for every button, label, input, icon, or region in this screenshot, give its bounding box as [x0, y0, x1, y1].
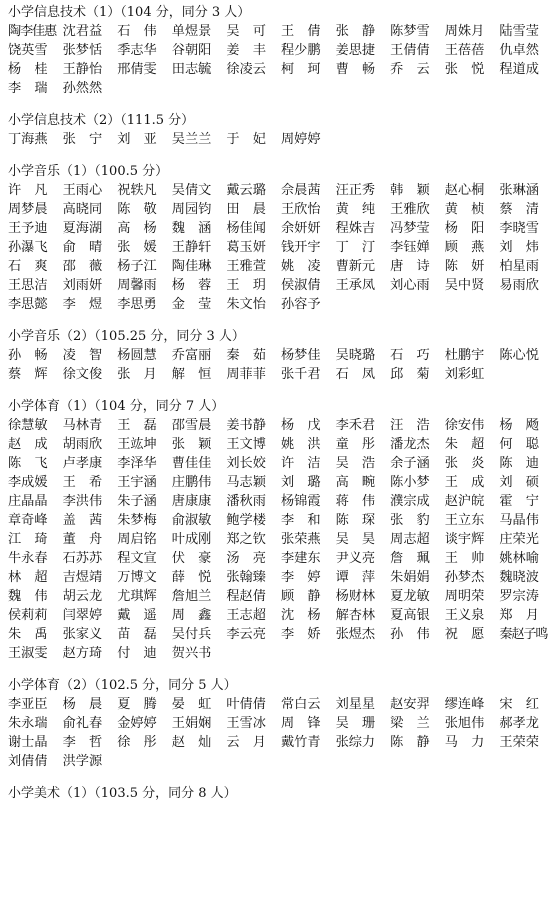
candidate-name: 沈 杨	[280, 608, 321, 623]
candidate-name: 夏海湖	[62, 221, 103, 236]
candidate-name: 张 月	[117, 367, 157, 382]
candidate-name: 李钰婵	[390, 240, 430, 255]
candidate-name: 魏 伟	[8, 589, 48, 604]
candidate-name: 吴 昊	[335, 532, 376, 547]
candidate-name: 吴付兵	[171, 627, 212, 642]
candidate-name: 吴中贤	[444, 278, 485, 293]
candidate-name: 王欣怡	[280, 202, 321, 217]
candidate-name: 马晶伟	[499, 513, 539, 528]
candidate-name: 邵 薇	[62, 259, 103, 274]
candidate-name: 周园钧	[171, 202, 212, 217]
candidate-name: 金婷婷	[117, 716, 157, 731]
candidate-name: 杨 晨	[62, 697, 103, 712]
candidate-name: 王 帅	[444, 551, 485, 566]
candidate-name: 沈君益	[62, 24, 103, 39]
candidate-name: 葛玉妍	[226, 240, 266, 255]
candidate-name: 谢士晶	[8, 735, 48, 750]
candidate-name: 常白云	[280, 697, 321, 712]
candidate-name: 徐慧敏	[8, 418, 48, 433]
candidate-name: 庄晶晶	[8, 494, 48, 509]
candidate-name: 董 舟	[62, 532, 103, 547]
candidate-name: 杨锦霞	[280, 494, 321, 509]
candidate-name: 孙梦杰	[444, 570, 485, 585]
candidate-name: 李泽华	[117, 456, 157, 471]
candidate-name: 乔 云	[390, 62, 430, 77]
candidate-name: 张梦恬	[62, 43, 103, 58]
candidate-name: 赵安羿	[390, 697, 430, 712]
candidate-name: 云 月	[226, 735, 266, 750]
candidate-name: 李思懿	[8, 297, 48, 312]
candidate-name: 牛永春	[8, 551, 48, 566]
candidate-name: 刘倩倩	[8, 754, 48, 769]
candidate-name: 章奇峰	[8, 513, 48, 528]
candidate-name: 程少鹏	[280, 43, 321, 58]
candidate-name: 谷朝阳	[171, 43, 212, 58]
candidate-name: 宋 红	[499, 697, 539, 712]
candidate-name: 高晓同	[62, 202, 103, 217]
candidate-name: 王立东	[444, 513, 485, 528]
candidate-name: 姜 丰	[226, 43, 266, 58]
candidate-name: 汤 亮	[226, 551, 266, 566]
candidate-name: 赵沪皖	[444, 494, 485, 509]
candidate-name: 田志毓	[171, 62, 212, 77]
candidate-name: 柏星雨	[499, 259, 539, 274]
candidate-name: 林 超	[8, 570, 48, 585]
result-section	[8, 4, 554, 98]
section-heading: 小学体育（2）（102.5 分，同分 5 人）	[8, 678, 237, 693]
candidate-name: 刘长姣	[226, 456, 266, 471]
candidate-name: 卢孝康	[62, 456, 103, 471]
candidate-name: 王静怡	[62, 62, 103, 77]
candidate-name: 朱娟娟	[390, 570, 430, 585]
candidate-name: 徐安伟	[444, 418, 485, 433]
candidate-name: 唐康康	[171, 494, 212, 509]
name-list	[8, 181, 554, 314]
candidate-name: 俞 晴	[62, 240, 103, 255]
candidate-name: 石 凤	[335, 367, 376, 382]
candidate-name: 饶英雪	[8, 43, 48, 58]
candidate-name: 王荣荣	[499, 735, 539, 750]
candidate-name: 秦赵子鸣	[499, 627, 548, 642]
candidate-name: 郑之钦	[226, 532, 266, 547]
section-heading: 小学音乐（1）（100.5 分）	[8, 164, 169, 179]
candidate-name: 姜书静	[226, 418, 266, 433]
name-list	[8, 22, 554, 98]
candidate-name: 吴晓璐	[335, 348, 376, 363]
candidate-name: 程姝吉	[335, 221, 376, 236]
candidate-name: 周明荣	[444, 589, 485, 604]
candidate-name: 魏 涵	[171, 221, 212, 236]
candidate-name: 杨 蓉	[171, 278, 212, 293]
candidate-name: 马林青	[62, 418, 103, 433]
candidate-name: 朱梦梅	[117, 513, 157, 528]
candidate-name: 丁海燕	[8, 132, 48, 147]
candidate-name: 尤琪辉	[117, 589, 157, 604]
candidate-name: 张 颖	[171, 437, 212, 452]
candidate-name: 谈宇辉	[444, 532, 485, 547]
candidate-name: 魏晓波	[499, 570, 539, 585]
candidate-name: 俞礼春	[62, 716, 103, 731]
candidate-name: 许 凡	[8, 183, 48, 198]
candidate-name: 王文博	[226, 437, 266, 452]
candidate-name: 李 哲	[62, 735, 103, 750]
candidate-name: 赵方琦	[62, 646, 103, 661]
candidate-name: 晏 虹	[171, 697, 212, 712]
candidate-name: 尹义亮	[335, 551, 376, 566]
candidate-name: 万博文	[117, 570, 157, 585]
candidate-name: 王宇涵	[117, 475, 157, 490]
candidate-name: 钱开宇	[280, 240, 321, 255]
candidate-name: 王 玥	[226, 278, 266, 293]
candidate-name: 周馨雨	[117, 278, 157, 293]
candidate-name: 伏 豪	[171, 551, 212, 566]
candidate-name: 刘雨妍	[62, 278, 103, 293]
candidate-name: 张 炎	[444, 456, 485, 471]
section-heading: 小学音乐（2）（105.25 分，同分 3 人）	[8, 329, 245, 344]
candidate-name: 解杏林	[335, 608, 376, 623]
candidate-name: 王予迪	[8, 221, 48, 236]
candidate-name: 李思勇	[117, 297, 157, 312]
candidate-name: 张 媛	[117, 240, 157, 255]
candidate-name: 周 鑫	[171, 608, 212, 623]
candidate-name: 孙容予	[280, 297, 321, 312]
candidate-name: 孙瀑飞	[8, 240, 48, 255]
candidate-name: 顾 静	[280, 589, 321, 604]
candidate-name: 谭 萍	[335, 570, 376, 585]
candidate-name: 蔡 辉	[8, 367, 48, 382]
candidate-name: 黄 纯	[335, 202, 376, 217]
candidate-name: 余子涵	[390, 456, 430, 471]
candidate-name: 李 瑞	[8, 81, 48, 96]
candidate-name: 张 静	[335, 24, 376, 39]
candidate-name: 戴云璐	[226, 183, 266, 198]
candidate-name: 张琳涵	[499, 183, 539, 198]
candidate-name: 解 恒	[171, 367, 212, 382]
candidate-name: 张煜杰	[335, 627, 376, 642]
candidate-name: 梁 兰	[390, 716, 430, 731]
candidate-name: 曹佳佳	[171, 456, 212, 471]
candidate-name: 王思洁	[8, 278, 48, 293]
candidate-name: 陆雪莹	[499, 24, 539, 39]
candidate-name: 吴倩文	[171, 183, 212, 198]
candidate-name: 吉煜靖	[62, 570, 103, 585]
candidate-name: 马 力	[444, 735, 485, 750]
candidate-name: 刘 硕	[499, 475, 539, 490]
candidate-name: 王 希	[62, 475, 103, 490]
candidate-name: 詹旭兰	[171, 589, 212, 604]
candidate-name: 石 伟	[117, 24, 157, 39]
candidate-name: 姚 凌	[280, 259, 321, 274]
candidate-name: 张家义	[62, 627, 103, 642]
candidate-name: 姚林喻	[499, 551, 539, 566]
candidate-name: 张荣燕	[280, 532, 321, 547]
candidate-name: 程赵倩	[226, 589, 266, 604]
candidate-name: 夏 腾	[117, 697, 157, 712]
candidate-name: 杨梦佳	[280, 348, 321, 363]
name-list	[8, 416, 554, 663]
candidate-name: 孙 伟	[390, 627, 430, 642]
candidate-name: 叶成刚	[171, 532, 212, 547]
candidate-name: 石苏苏	[62, 551, 103, 566]
candidate-name: 贺兴书	[171, 646, 212, 661]
candidate-name: 陈 妍	[444, 259, 485, 274]
candidate-name: 杨 戊	[280, 418, 321, 433]
candidate-name: 王承凤	[335, 278, 376, 293]
candidate-name: 徐凌云	[226, 62, 266, 77]
candidate-name: 闫翠婷	[62, 608, 103, 623]
candidate-name: 叶倩倩	[226, 697, 266, 712]
candidate-name: 夏高银	[390, 608, 430, 623]
section-heading: 小学体育（1）（104 分，同分 7 人）	[8, 399, 225, 414]
candidate-name: 杨 飏	[499, 418, 539, 433]
candidate-name: 张 悦	[444, 62, 485, 77]
candidate-name: 赵心桐	[444, 183, 485, 198]
candidate-name: 张翰臻	[226, 570, 266, 585]
candidate-name: 付 迪	[117, 646, 157, 661]
candidate-name: 孙 畅	[8, 348, 48, 363]
candidate-name: 杨 桂	[8, 62, 48, 77]
candidate-name: 郑 月	[499, 608, 539, 623]
candidate-name: 朱永瑞	[8, 716, 48, 731]
candidate-name: 郝孝龙	[499, 716, 539, 731]
candidate-name: 余妍妍	[280, 221, 321, 236]
candidate-name: 李亚臣	[8, 697, 48, 712]
candidate-name: 周启铭	[117, 532, 157, 547]
candidate-name: 刘 亚	[117, 132, 157, 147]
candidate-name: 金 莹	[171, 297, 212, 312]
candidate-name: 周姝月	[444, 24, 485, 39]
candidate-name: 陈 琛	[335, 513, 376, 528]
candidate-name: 唐 诗	[390, 259, 430, 274]
candidate-name: 顾 燕	[444, 240, 485, 255]
candidate-name: 蔡 清	[499, 202, 539, 217]
section-heading: 小学信息技术（1）（104 分，同分 3 人）	[8, 5, 251, 20]
candidate-name: 侯莉莉	[8, 608, 48, 623]
candidate-name: 邵雪晨	[171, 418, 212, 433]
candidate-name: 程文宣	[117, 551, 157, 566]
candidate-name: 朱 禹	[8, 627, 48, 642]
candidate-name: 陶李佳惠	[8, 24, 56, 39]
candidate-name: 周 锋	[280, 716, 321, 731]
candidate-name: 张 豹	[390, 513, 430, 528]
candidate-name: 薛 悦	[171, 570, 212, 585]
candidate-name: 戴竹青	[280, 735, 321, 750]
candidate-name: 俞淑敏	[171, 513, 212, 528]
candidate-name: 韩 颖	[390, 183, 430, 198]
candidate-name: 庄鹏伟	[171, 475, 212, 490]
candidate-name: 刘 璐	[280, 475, 321, 490]
candidate-name: 鲍学楼	[226, 513, 266, 528]
section-heading: 小学美术（1）（103.5 分，同分 8 人）	[8, 786, 237, 801]
candidate-name: 邱 菊	[390, 367, 430, 382]
candidate-name: 易雨欣	[499, 278, 539, 293]
candidate-name: 侯淑倩	[280, 278, 321, 293]
candidate-name: 于 妃	[226, 132, 266, 147]
candidate-name: 祝轶凡	[117, 183, 157, 198]
candidate-name: 曹 畅	[335, 62, 376, 77]
candidate-name: 陈 飞	[8, 456, 48, 471]
candidate-name: 汪正秀	[335, 183, 376, 198]
candidate-name: 黄 桢	[444, 202, 485, 217]
candidate-name: 王蓓蓓	[444, 43, 485, 58]
candidate-name: 朱子涵	[117, 494, 157, 509]
candidate-name: 朱 超	[444, 437, 485, 452]
candidate-name: 田 晨	[226, 202, 266, 217]
candidate-name: 石 爽	[8, 259, 48, 274]
candidate-name: 胡雨欣	[62, 437, 103, 452]
section-heading: 小学信息技术（2）（111.5 分）	[8, 113, 195, 128]
candidate-name: 程道成	[499, 62, 539, 77]
candidate-name: 杨财林	[335, 589, 376, 604]
candidate-name: 王娟娴	[171, 716, 212, 731]
candidate-name: 戴 遥	[117, 608, 157, 623]
candidate-name: 潘龙杰	[390, 437, 430, 452]
candidate-name: 杜鹏宇	[444, 348, 485, 363]
candidate-name: 单煜景	[171, 24, 212, 39]
candidate-name: 李 婷	[280, 570, 321, 585]
candidate-name: 陶佳琳	[171, 259, 212, 274]
candidate-name: 赵 成	[8, 437, 48, 452]
candidate-name: 丁 汀	[335, 240, 376, 255]
candidate-name: 王 磊	[117, 418, 157, 433]
candidate-name: 李建东	[280, 551, 321, 566]
candidate-name: 洪学源	[62, 754, 103, 769]
name-list	[8, 130, 554, 149]
candidate-name: 缪连峰	[444, 697, 485, 712]
candidate-name: 刘心雨	[390, 278, 430, 293]
candidate-name: 刘彩虹	[444, 367, 485, 382]
candidate-name: 詹 珮	[390, 551, 430, 566]
candidate-name: 曹新元	[335, 259, 376, 274]
candidate-name: 吴 可	[226, 24, 266, 39]
candidate-name: 汪 浩	[390, 418, 430, 433]
candidate-name: 刘 炜	[499, 240, 539, 255]
candidate-name: 王义泉	[444, 608, 485, 623]
candidate-name: 罗宗涛	[499, 589, 539, 604]
candidate-name: 王倩倩	[390, 43, 430, 58]
candidate-name: 王雅欣	[390, 202, 430, 217]
result-section	[8, 112, 554, 149]
candidate-name: 徐文俊	[62, 367, 103, 382]
candidate-name: 李禾君	[335, 418, 376, 433]
candidate-name: 李 和	[280, 513, 321, 528]
candidate-name: 陈 迪	[499, 456, 539, 471]
candidate-name: 吴兰兰	[171, 132, 212, 147]
candidate-name: 李晓雪	[499, 221, 539, 236]
candidate-name: 周梦晨	[8, 202, 48, 217]
candidate-name: 吴 浩	[335, 456, 376, 471]
candidate-name: 佘晨茜	[280, 183, 321, 198]
candidate-name: 秦 茹	[226, 348, 266, 363]
candidate-name: 祝 愿	[444, 627, 485, 642]
candidate-name: 王 成	[444, 475, 485, 490]
candidate-name: 姚 洪	[280, 437, 321, 452]
candidate-name: 乔富丽	[171, 348, 212, 363]
candidate-name: 徐 彤	[117, 735, 157, 750]
candidate-name: 陈 静	[390, 735, 430, 750]
candidate-name: 胡云龙	[62, 589, 103, 604]
candidate-name: 王竑坤	[117, 437, 157, 452]
candidate-name: 陈 敬	[117, 202, 157, 217]
candidate-name: 张综力	[335, 735, 376, 750]
candidate-name: 吴 珊	[335, 716, 376, 731]
candidate-name: 朱文怡	[226, 297, 266, 312]
candidate-name: 李云亮	[226, 627, 266, 642]
candidate-name: 王志超	[226, 608, 266, 623]
candidate-name: 季志华	[117, 43, 157, 58]
candidate-name: 姜思捷	[335, 43, 376, 58]
name-list	[8, 346, 554, 384]
candidate-name: 张 宁	[62, 132, 103, 147]
candidate-name: 盖 茜	[62, 513, 103, 528]
candidate-name: 潘秋雨	[226, 494, 266, 509]
candidate-name: 陈梦雪	[390, 24, 430, 39]
candidate-name: 杨子江	[117, 259, 157, 274]
candidate-name: 刘星星	[335, 697, 376, 712]
result-section	[8, 398, 554, 663]
name-list	[8, 695, 554, 771]
candidate-name: 王 倩	[280, 24, 321, 39]
candidate-name: 何 聪	[499, 437, 539, 452]
candidate-name: 仇卓然	[499, 43, 539, 58]
candidate-name: 周婷婷	[280, 132, 321, 147]
candidate-name: 李成媛	[8, 475, 48, 490]
candidate-name: 李洪伟	[62, 494, 103, 509]
result-section	[8, 785, 554, 803]
candidate-name: 李 煜	[62, 297, 103, 312]
candidate-name: 杨 阳	[444, 221, 485, 236]
candidate-name: 柯 珂	[280, 62, 321, 77]
candidate-name: 濮宗成	[390, 494, 430, 509]
result-section	[8, 163, 554, 314]
candidate-name: 庄荣光	[499, 532, 539, 547]
candidate-name: 杨圆慧	[117, 348, 157, 363]
candidate-name: 高 杨	[117, 221, 157, 236]
candidate-name: 周志超	[390, 532, 430, 547]
candidate-name: 夏龙敏	[390, 589, 430, 604]
candidate-name: 邢倩雯	[117, 62, 157, 77]
candidate-name: 王静轩	[171, 240, 212, 255]
candidate-name: 王雨心	[62, 183, 103, 198]
candidate-name: 王雅萱	[226, 259, 266, 274]
candidate-name: 马志颖	[226, 475, 266, 490]
result-section	[8, 677, 554, 771]
candidate-name: 周菲菲	[226, 367, 266, 382]
candidate-name: 苗 磊	[117, 627, 157, 642]
candidate-name: 高 畹	[335, 475, 376, 490]
candidate-name: 杨佳闻	[226, 221, 266, 236]
candidate-name: 赵 灿	[171, 735, 212, 750]
candidate-name: 陈心悦	[499, 348, 539, 363]
candidate-name: 王雪冰	[226, 716, 266, 731]
candidate-name: 童 彤	[335, 437, 376, 452]
candidate-name: 冯梦莹	[390, 221, 430, 236]
candidate-name: 江 琦	[8, 532, 48, 547]
candidate-name: 陈小梦	[390, 475, 430, 490]
candidate-name: 霍 宁	[499, 494, 539, 509]
candidate-name: 孙然然	[62, 81, 103, 96]
result-section	[8, 328, 554, 384]
candidate-name: 凌 智	[62, 348, 103, 363]
candidate-name: 张千君	[280, 367, 321, 382]
candidate-name: 许 洁	[280, 456, 321, 471]
candidate-name: 石 巧	[390, 348, 430, 363]
candidate-name: 王淑雯	[8, 646, 48, 661]
candidate-name: 张旭伟	[444, 716, 485, 731]
candidate-name: 蒋 伟	[335, 494, 376, 509]
candidate-name: 李 娇	[280, 627, 321, 642]
